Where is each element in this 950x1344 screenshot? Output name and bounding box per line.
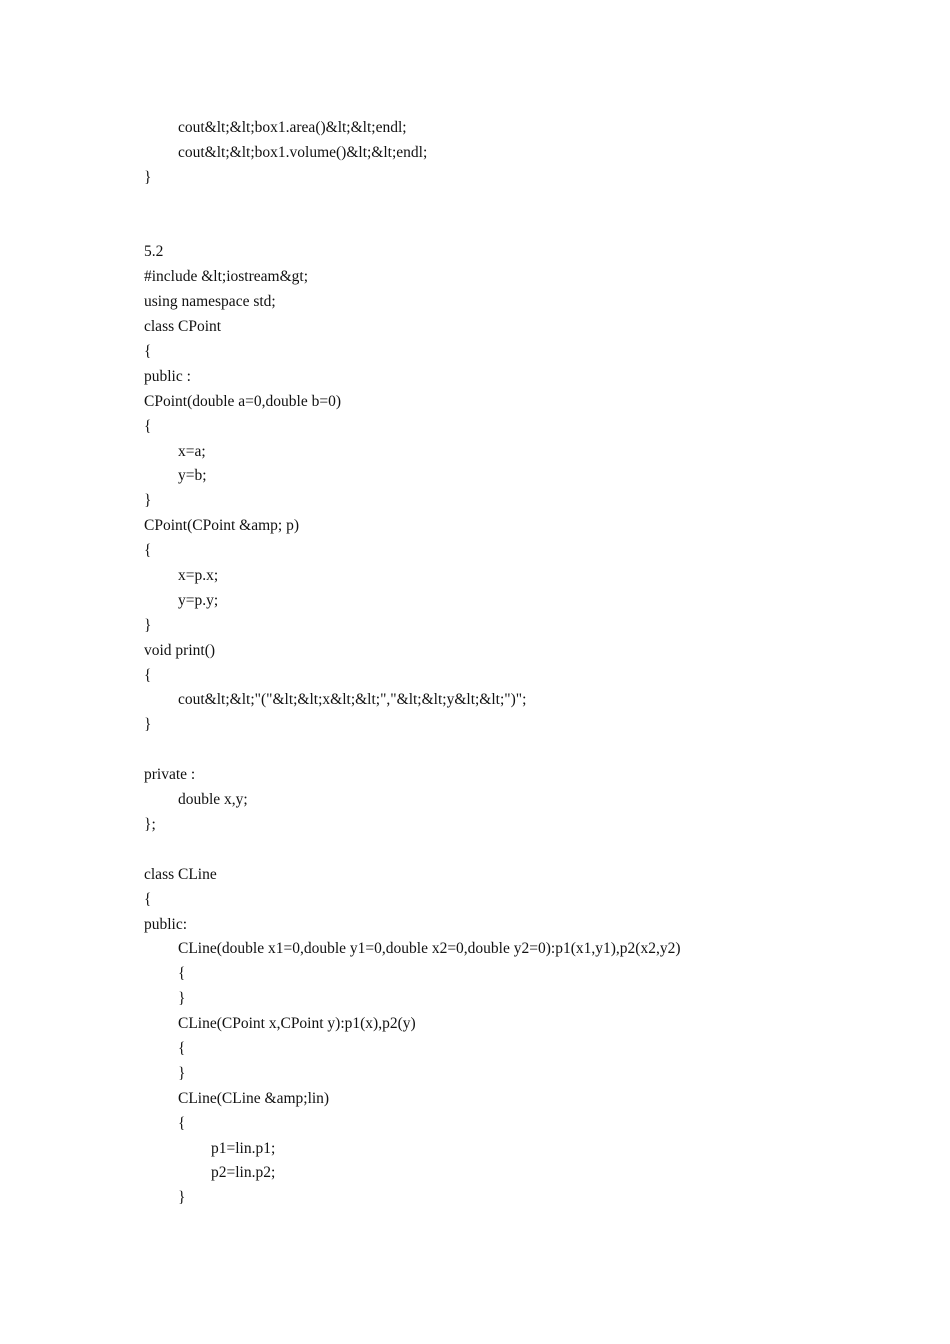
code-line: y=b; [178, 467, 207, 485]
code-line: public: [144, 915, 188, 933]
code-line [144, 738, 924, 763]
code-line: x=a; [178, 442, 206, 460]
code-line: x=p.x; [178, 567, 219, 585]
code-line: void print() [144, 641, 216, 659]
code-line: } [144, 716, 152, 734]
code-line: class CPoint [144, 318, 222, 336]
code-line: { [144, 542, 152, 560]
section-number: 5.2 [144, 243, 164, 261]
code-line: CLine(CLine &amp;lin) [178, 1089, 330, 1107]
code-listing [144, 116, 924, 1211]
code-line: CPoint(CPoint &amp; p) [144, 517, 300, 535]
code-line: private : [144, 766, 196, 784]
code-line [144, 216, 924, 241]
code-line: using namespace std; [144, 293, 276, 311]
code-line: public : [144, 367, 191, 385]
code-line: } [178, 990, 186, 1008]
code-line: } [178, 1064, 186, 1082]
code-line: y=p.y; [178, 591, 219, 609]
code-line: { [178, 1039, 186, 1057]
code-line: p2=lin.p2; [211, 1164, 276, 1182]
code-line: { [178, 1114, 186, 1132]
code-line: } [144, 492, 152, 510]
code-line: }; [144, 815, 156, 833]
code-line: { [144, 890, 152, 908]
code-line: { [144, 666, 152, 684]
code-line: double x,y; [178, 791, 248, 809]
code-line: CPoint(double a=0,double b=0) [144, 392, 342, 410]
code-line: { [144, 417, 152, 435]
code-line: CLine(double x1=0,double y1=0,double x2=0,double y2=0):p1(x1,y1),p2(x2,y2) [178, 940, 681, 958]
code-line: cout&lt;&lt;"("&lt;&lt;x&lt;&lt;","&lt;&lt;y&lt;&lt;")"; [178, 691, 527, 709]
code-line: CLine(CPoint x,CPoint y):p1(x),p2(y) [178, 1015, 416, 1033]
code-line [144, 191, 924, 216]
code-line: cout&lt;&lt;box1.volume()&lt;&lt;endl; [178, 143, 428, 161]
code-line: { [178, 965, 186, 983]
code-line: cout&lt;&lt;box1.area()&lt;&lt;endl; [178, 119, 407, 136]
code-line: { [144, 343, 152, 361]
code-line: } [178, 1189, 186, 1207]
code-line: } [144, 168, 152, 186]
code-line: } [144, 616, 152, 634]
code-line: p1=lin.p1; [211, 1139, 276, 1157]
code-line [144, 838, 924, 863]
code-line: #include &lt;iostream&gt; [144, 268, 309, 286]
code-line: class CLine [144, 865, 217, 883]
